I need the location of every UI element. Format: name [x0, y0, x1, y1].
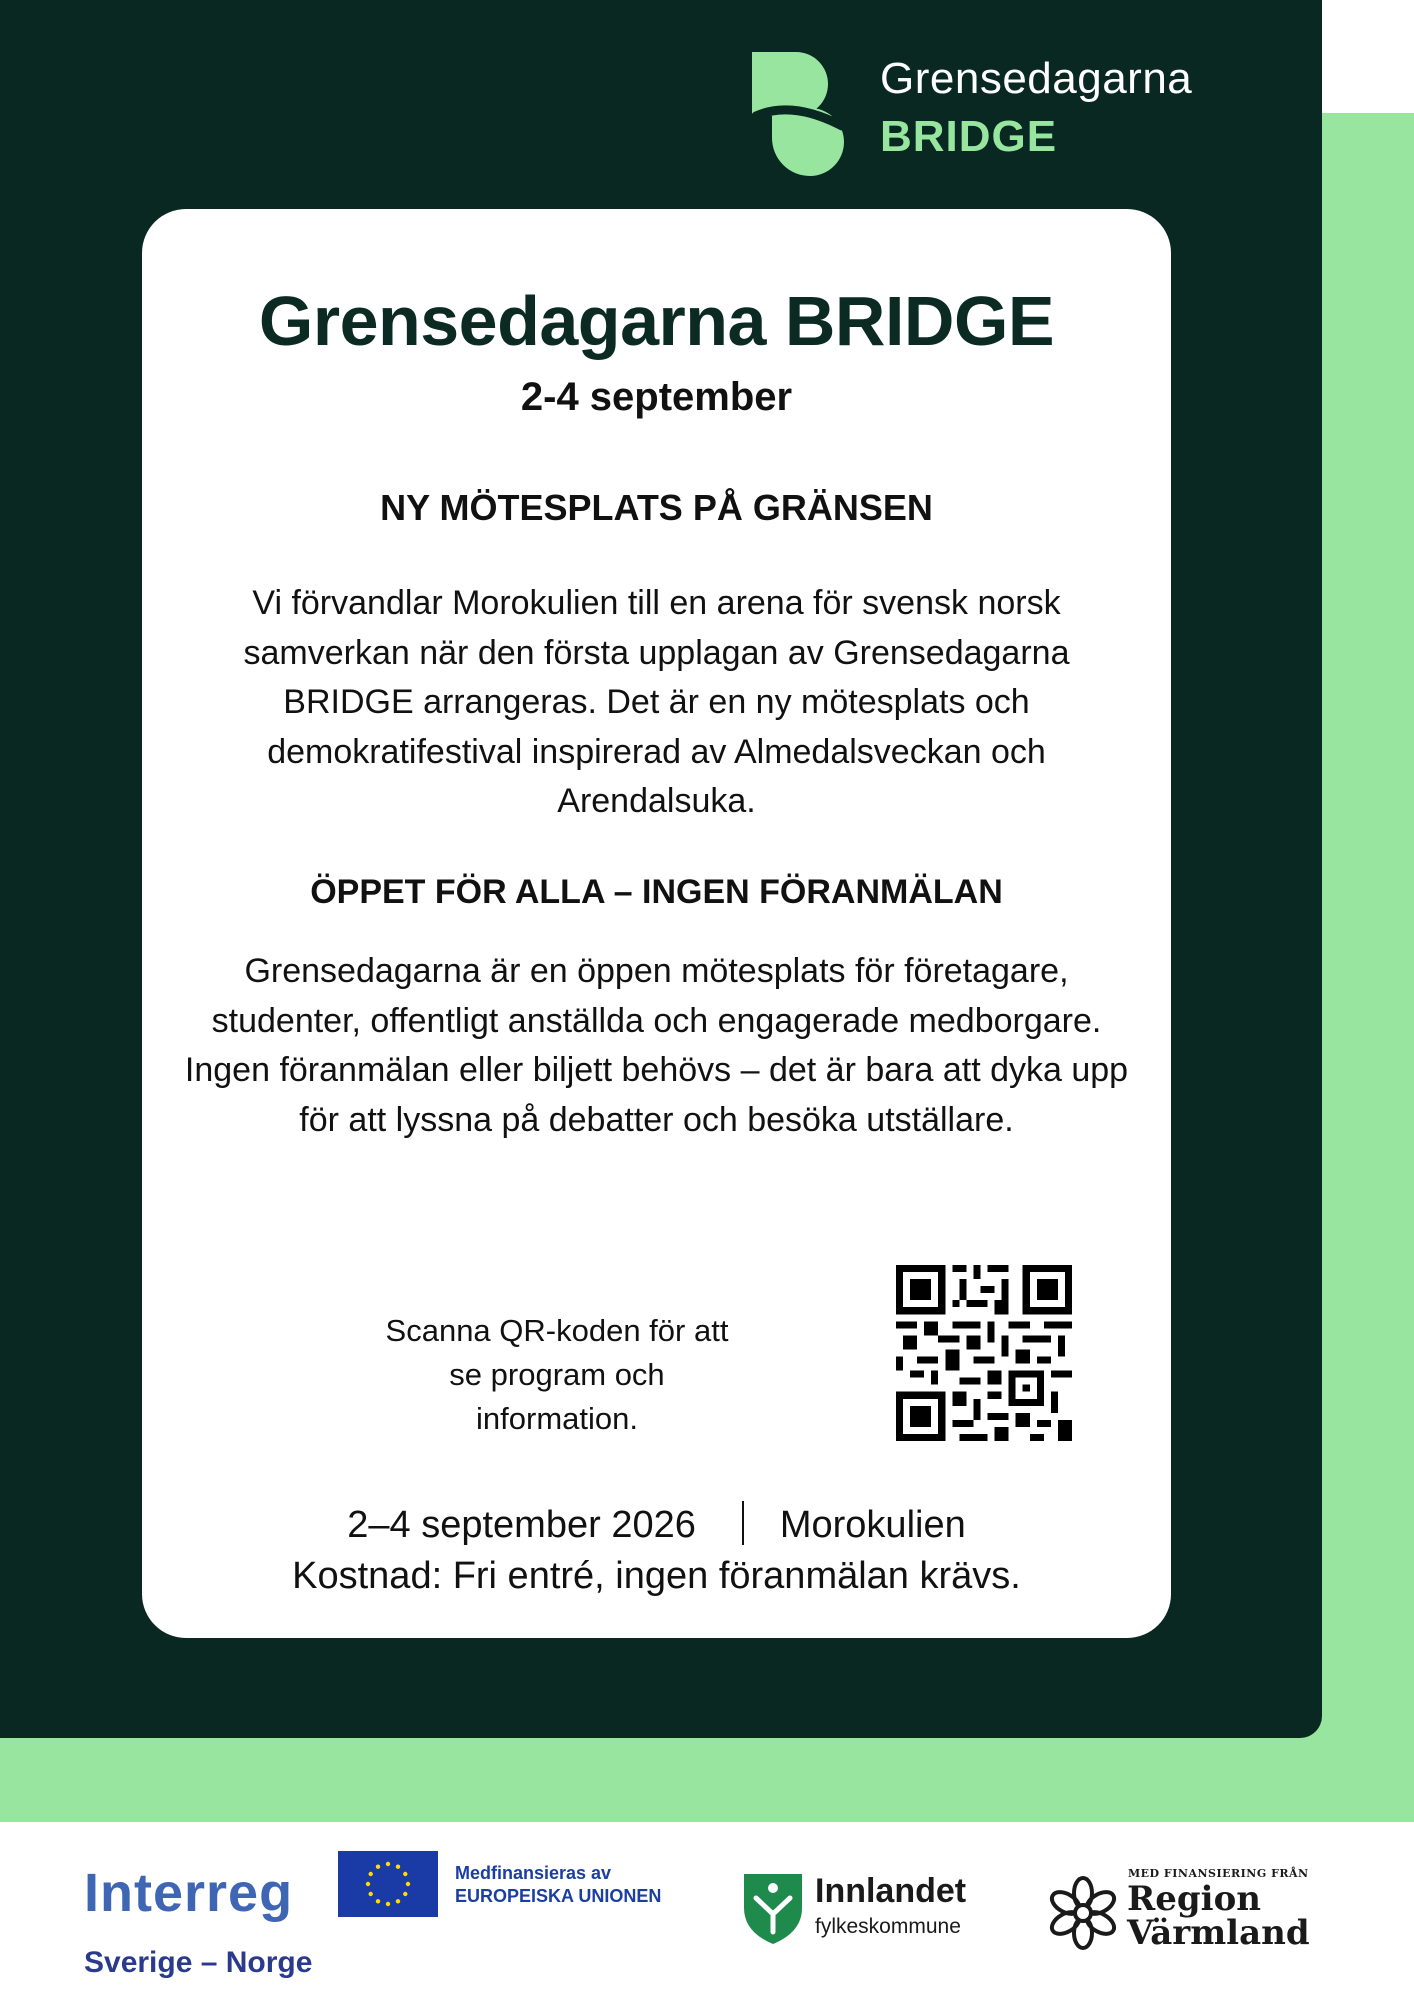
brand-logo	[752, 52, 1193, 180]
region-funding-label: MED FINANSIERING FRÅN	[1128, 1867, 1309, 1880]
region-varmland-flower-icon	[1046, 1876, 1120, 1950]
brand-sub: BRIDGE	[880, 112, 1058, 161]
eu-cofunding-text	[455, 1862, 661, 1908]
event-date: 2-4 september	[520, 375, 793, 419]
bridge-b-logo-icon	[752, 52, 856, 176]
interreg-logo: Interreg	[84, 1863, 294, 1923]
brand-name: Grensedagarna	[880, 54, 1193, 103]
page-title: Grensedagarna BRIDGE	[258, 282, 1055, 360]
eu-line-1: Medfinansieras av	[455, 1863, 612, 1883]
eu-flag-icon	[338, 1851, 438, 1917]
event-date-full: 2–4 september 2026	[347, 1504, 696, 1546]
innlandet-name: Innlandet	[815, 1872, 967, 1910]
region-line-2: Värmland	[1127, 1913, 1310, 1953]
event-cost: Kostnad: Fri entré, ingen föranmälan krävs.	[292, 1555, 1021, 1597]
section-body-meeting-place: Vi förvandlar Morokulien till en arena för svensk norsk samverkan när den första upplagan av Grensedagarna BRIDGE arrangeras. Det är en ny mötesplats och demokratifestival inspirerad av Almedalsveckan och Arendalsuka.	[243, 584, 1070, 820]
eu-line-2: EUROPEISKA UNIONEN	[455, 1886, 662, 1906]
section-heading-meeting-place: NY MÖTESPLATS PÅ GRÄNSEN	[380, 487, 933, 528]
interreg-region: Sverige – Norge	[84, 1946, 313, 1979]
sponsor-footer	[0, 1822, 1414, 2000]
innlandet-sub: fylkeskommune	[815, 1915, 961, 1938]
qr-instruction: Scanna QR-koden för att se program och information.	[385, 1313, 729, 1436]
region-varmland-name	[1127, 1879, 1310, 1953]
info-card	[142, 209, 1171, 1638]
qr-code-icon[interactable]	[896, 1265, 1072, 1441]
region-line-1: Region	[1127, 1879, 1261, 1919]
event-info-line	[142, 1501, 1171, 1547]
section-body-open-for-all: Grensedagarna är en öppen mötesplats för företagare, studenter, offentligt anställda och engagerade medborgare. Ingen föranmälan eller biljett behövs – det är bara att dyka upp för att lyssna på debatter och besöka utställare.	[184, 952, 1129, 1139]
innlandet-shield-icon	[744, 1874, 802, 1944]
event-location: Morokulien	[779, 1504, 966, 1546]
section-heading-open-for-all: ÖPPET FÖR ALLA – INGEN FÖRANMÄLAN	[310, 873, 1003, 911]
divider	[742, 1501, 744, 1545]
